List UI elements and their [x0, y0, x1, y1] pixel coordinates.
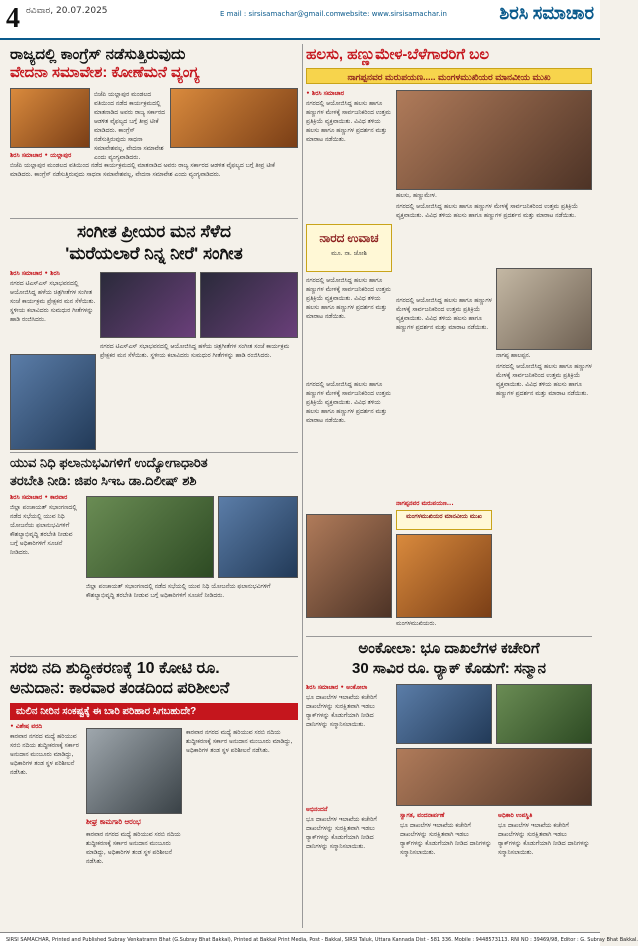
- subhead-nagappa-journey: ನಾಗಪ್ಪನವರ ಮರುಪಯಣ...: [396, 500, 454, 507]
- article-body-jackfruit: ನಗರದಲ್ಲಿ ಆಯೋಜಿಸಿದ್ದ ಹಲಸು ಹಾಗೂ ಹಣ್ಣುಗಳ ಮೇಳಕ್ಕೆ ಸಾರ್ವಜನಿಕರಿಂದ ಉತ್ತಮ ಪ್ರತಿಕ್ರಿಯೆ ವ್ಯಕ್ತವಾಯಿತು. ವಿವಿಧ ತಳಿಯ ಹಲಸು ಹಾಗೂ ಹಣ್ಣುಗಳ ಪ್ರದರ್ಶನ ಮತ್ತು ಮಾರಾಟ ನಡೆಯಿತು.: [306, 100, 391, 143]
- photo-music-stage: [100, 272, 196, 338]
- divider: [10, 452, 298, 453]
- column-author: ಮೂ. ನಾ. ಜೋಶಿ: [331, 250, 367, 257]
- article-body-music: ನಗರದ ಟಿಎಸ್ಎಸ್ ಸಭಾಭವನದಲ್ಲಿ ಆಯೋಜಿಸಿದ್ದ ಹಳೆಯ ಚಿತ್ರಗೀತೆಗಳ ಸಂಗೀತ ಸಂಜೆ ಕಾರ್ಯಕ್ರಮ ಪ್ರೇಕ್ಷಕರ ಮನ ಸೆಳೆಯಿತು. ಸ್ಥಳೀಯ ಕಲಾವಿದರು ಸುಮಧುರ ಗೀತೆಗಳನ್ನು ಹಾಡಿ ರಂಜಿಸಿದರು.: [10, 280, 96, 323]
- photo-jackfruit-fair: [396, 90, 592, 190]
- headline-ankola-2: 30 ಸಾವಿರ ರೂ. ರ್‍ಯಾಕ್ ಕೊಡುಗೆ: ಸನ್ಮಾನ: [352, 660, 546, 677]
- headline-congress-2: ವೇದನಾ ಸಮಾವೇಶ: ಕೋಣೆಮನೆ ವ್ಯಂಗ್ಯ: [10, 64, 200, 82]
- left-column: [10, 46, 298, 82]
- subhead-officials: ಅಧಿಕಾರಿ ಉಪಸ್ಥಿತಿ: [498, 812, 533, 819]
- headline-congress: ರಾಜ್ಯದಲ್ಲಿ ಕಾಂಗ್ರೆಸ್ ನಡೆಸುತ್ತಿರುವುದು: [10, 46, 186, 63]
- headline-sarabi-river: ಸರಬಿ ನದಿ ಶುದ್ಧೀಕರಣಕ್ಕೆ 10 ಕೋಟಿ ರೂ.: [10, 660, 220, 677]
- article-body-ankola-cont: ಭೂ ದಾಖಲೆಗಳ ಇಲಾಖೆಯ ಕಚೇರಿಗೆ ದಾಖಲೆಗಳನ್ನು ಸುರಕ್ಷಿತವಾಗಿ ಇಡಲು ರ್‍ಯಾಕ್‌ಗಳನ್ನು ಕೊಡುಗೆಯಾಗಿ ನೀಡಿದ ದಾನಿಗಳನ್ನು ಸನ್ಮಾನಿಸಲಾಯಿತು.: [306, 816, 377, 850]
- column-box-narada: [306, 224, 392, 272]
- article-body-ankola: ಭೂ ದಾಖಲೆಗಳ ಇಲಾಖೆಯ ಕಚೇರಿಗೆ ದಾಖಲೆಗಳನ್ನು ಸುರಕ್ಷಿತವಾಗಿ ಇಡಲು ರ್‍ಯಾಕ್‌ಗಳನ್ನು ಕೊಡುಗೆಯಾಗಿ ನೀಡಿದ ದಾನಿಗಳನ್ನು ಸನ್ಮಾನಿಸಲಾಯಿತು.: [306, 694, 377, 728]
- photo-yuva-nidhi-officials: [218, 496, 298, 578]
- caption-mangalamukhi: ಮಂಗಳಮುಖಿಯರು.: [396, 620, 437, 627]
- divider: [10, 656, 298, 657]
- article-body-sarabi-more: ಕಾರವಾರ ನಗರದ ಮಧ್ಯೆ ಹರಿಯುವ ಸರಬಿ ನದಿಯ ಶುದ್ಧೀಕರಣಕ್ಕೆ ಸರ್ಕಾರ ಅನುದಾನ ಮಂಜೂರು ಮಾಡಿದ್ದು, ಅಧಿಕಾರಿಗಳ ತಂಡ ಸ್ಥಳ ಪರಿಶೀಲನೆ ನಡೆಸಿತು.: [86, 831, 181, 865]
- column-rule: [302, 44, 303, 928]
- article-body-nagappa: ನಗರದಲ್ಲಿ ಆಯೋಜಿಸಿದ್ದ ಹಲಸು ಹಾಗೂ ಹಣ್ಣುಗಳ ಮೇಳಕ್ಕೆ ಸಾರ್ವಜನಿಕರಿಂದ ಉತ್ತಮ ಪ್ರತಿಕ್ರಿಯೆ ವ್ಯಕ್ತವಾಯಿತು. ವಿವಿಧ ತಳಿಯ ಹಲಸು ಹಾಗೂ ಹಣ್ಣುಗಳ ಪ್ರದರ್ಶನ ಮತ್ತು ಮಾರಾಟ ನಡೆಯಿತು.: [396, 297, 492, 331]
- article-body-yuva-nidhi-continued: ಜಿಲ್ಲಾ ಪಂಚಾಯತ್ ಸಭಾಂಗಣದಲ್ಲಿ ನಡೆದ ಸಭೆಯಲ್ಲಿ ಯುವ ನಿಧಿ ಯೋಜನೆಯ ಫಲಾನುಭವಿಗಳಿಗೆ ಕೌಶಲ್ಯಾಭಿವೃದ್ಧಿ ತರಬೇತಿ ನೀಡುವ ಬಗ್ಗೆ ಅಧಿಕಾರಿಗಳಿಗೆ ಸೂಚನೆ ನೀಡಿದರು.: [86, 583, 271, 599]
- column-banner: ನಾಗಪ್ಪನವರ ಮರುಪಯಣ..... ಮಂಗಳಮುಖಿಯರ ಮಾನವೀಯ ಮುಖ: [306, 68, 592, 84]
- website-address: website: www.sirsisamachar.in: [340, 10, 447, 18]
- photo-ankola-felicitation: [396, 684, 492, 744]
- photo-bjp-leaders: [10, 88, 90, 148]
- article-body-narada-left: ನಗರದಲ್ಲಿ ಆಯೋಜಿಸಿದ್ದ ಹಲಸು ಹಾಗೂ ಹಣ್ಣುಗಳ ಮೇಳಕ್ಕೆ ಸಾರ್ವಜನಿಕರಿಂದ ಉತ್ತಮ ಪ್ರತಿಕ್ರಿಯೆ ವ್ಯಕ್ತವಾಯಿತು. ವಿವಿಧ ತಳಿಯ ಹಲಸು ಹಾಗೂ ಹಣ್ಣುಗಳ ಪ್ರದರ್ಶನ ಮತ್ತು ಮಾರಾಟ ನಡೆಯಿತು.: [306, 277, 391, 320]
- page-number: 4: [6, 3, 20, 34]
- article-body-sarabi-continued: ಕಾರವಾರ ನಗರದ ಮಧ್ಯೆ ಹರಿಯುವ ಸರಬಿ ನದಿಯ ಶುದ್ಧೀಕರಣಕ್ಕೆ ಸರ್ಕಾರ ಅನುದಾನ ಮಂಜೂರು ಮಾಡಿದ್ದು, ಅಧಿಕಾರಿಗಳ ತಂಡ ಸ್ಥಳ ಪರಿಶೀಲನೆ ನಡೆಸಿತು.: [186, 729, 293, 754]
- email-address: E mail : sirsisamachar@gmail.com: [220, 10, 341, 18]
- byline-yuva-nidhi: ಶಿರಸಿ ಸಮಾಚಾರ • ಕಾರವಾರ: [10, 494, 68, 501]
- tagline-bar: ಮಲಿನ ನೀರಿನ ಸಂಕಷ್ಟಕ್ಕೆ ಈ ಬಾರಿ ಪರಿಹಾರ ಸಿಗಬಹುದೇ?: [10, 703, 298, 720]
- headline-sarabi-river-2: ಅನುದಾನ: ಕಾರವಾರ ತಂಡದಿಂದ ಪರಿಶೀಲನೆ: [10, 680, 230, 697]
- article-body-left-cont: ನಗರದಲ್ಲಿ ಆಯೋಜಿಸಿದ್ದ ಹಲಸು ಹಾಗೂ ಹಣ್ಣುಗಳ ಮೇಳಕ್ಕೆ ಸಾರ್ವಜನಿಕರಿಂದ ಉತ್ತಮ ಪ್ರತಿಕ್ರಿಯೆ ವ್ಯಕ್ತವಾಯಿತು. ವಿವಿಧ ತಳಿಯ ಹಲಸು ಹಾಗೂ ಹಣ್ಣುಗಳ ಪ್ರದರ್ಶನ ಮತ್ತು ಮಾರಾಟ ನಡೆಯಿತು.: [306, 381, 391, 424]
- article-body-yuva-nidhi: ಜಿಲ್ಲಾ ಪಂಚಾಯತ್ ಸಭಾಂಗಣದಲ್ಲಿ ನಡೆದ ಸಭೆಯಲ್ಲಿ ಯುವ ನಿಧಿ ಯೋಜನೆಯ ಫಲಾನುಭವಿಗಳಿಗೆ ಕೌಶಲ್ಯಾಭಿವೃದ್ಧಿ ತರಬೇತಿ ನೀಡುವ ಬಗ್ಗೆ ಅಧಿಕಾರಿಗಳಿಗೆ ಸೂಚನೆ ನೀಡಿದರು.: [10, 504, 77, 556]
- headline-music-2: 'ಮರೆಯಲಾರೆ ನಿನ್ನ ನೀರೆ' ಸಂಗೀತ: [65, 244, 243, 263]
- caption-nagappa: ನಾಗಪ್ಪ ಹಾಲಪ್ಪನ.: [496, 352, 531, 359]
- photo-sarabi-vehicle: [86, 728, 182, 814]
- column-label: ನಾರದ ಉವಾಚ: [319, 231, 379, 245]
- subhead-work-start: ಶೀಘ್ರ ಕಾಮಗಾರಿ ಆರಂಭ: [86, 818, 141, 826]
- issue-date: ರವಿವಾರ, 20.07.2025: [26, 6, 108, 16]
- photo-music-singers: [200, 272, 298, 338]
- photo-nagappa: [496, 268, 592, 350]
- subhead-box-mangalamukhi: ಮಂಗಳಮುಖಿಯರ ಮಾನವೀಯ ಮುಖ: [396, 510, 492, 530]
- headline-yuva-nidhi-2: ತರಬೇತಿ ನೀಡಿ: ಜಿಪಂ ಸಿಇಒ ಡಾ.ದಿಲೀಷ್ ಶಶಿ: [10, 473, 197, 488]
- photo-ankola-group: [396, 748, 592, 806]
- newspaper-brand: ಶಿರಸಿ ಸಮಾಚಾರ: [499, 3, 594, 23]
- byline-jackfruit: • ಶಿರಸಿ ಸಮಾಚಾರ: [306, 90, 345, 97]
- article-body-ankola-mid: ಭೂ ದಾಖಲೆಗಳ ಇಲಾಖೆಯ ಕಚೇರಿಗೆ ದಾಖಲೆಗಳನ್ನು ಸುರಕ್ಷಿತವಾಗಿ ಇಡಲು ರ್‍ಯಾಕ್‌ಗಳನ್ನು ಕೊಡುಗೆಯಾಗಿ ನೀಡಿದ ದಾನಿಗಳನ್ನು ಸನ್ಮಾನಿಸಲಾಯಿತು.: [400, 822, 492, 856]
- article-body-nagappa-right: ನಗರದಲ್ಲಿ ಆಯೋಜಿಸಿದ್ದ ಹಲಸು ಹಾಗೂ ಹಣ್ಣುಗಳ ಮೇಳಕ್ಕೆ ಸಾರ್ವಜನಿಕರಿಂದ ಉತ್ತಮ ಪ್ರತಿಕ್ರಿಯೆ ವ್ಯಕ್ತವಾಯಿತು. ವಿವಿಧ ತಳಿಯ ಹಲಸು ಹಾಗೂ ಹಣ್ಣುಗಳ ಪ್ರದರ್ಶನ ಮತ್ತು ಮಾರಾಟ ನಡೆಯಿತು.: [496, 363, 592, 397]
- headline-yuva-nidhi: ಯುವ ನಿಧಿ ಫಲಾನುಭವಿಗಳಿಗೆ ಉದ್ಯೋಗಾಧಾರಿತ: [10, 455, 208, 470]
- byline-congress: ಶಿರಸಿ ಸಮಾಚಾರ • ಯಲ್ಲಾಪುರ: [10, 152, 72, 159]
- photo-mangalamukhi-group: [306, 514, 392, 618]
- subhead-felicitation: ಅಭಿನಂದನೆ: [306, 806, 328, 813]
- byline-music: ಶಿರಸಿ ಸಮಾಚಾರ • ಶಿರಸಿ: [10, 270, 60, 277]
- photo-music-audience: [10, 354, 96, 450]
- article-body-sarabi: ಕಾರವಾರ ನಗರದ ಮಧ್ಯೆ ಹರಿಯುವ ಸರಬಿ ನದಿಯ ಶುದ್ಧೀಕರಣಕ್ಕೆ ಸರ್ಕಾರ ಅನುದಾನ ಮಂಜೂರು ಮಾಡಿದ್ದು, ಅಧಿಕಾರಿಗಳ ತಂಡ ಸ್ಥಳ ಪರಿಶೀಲನೆ ನಡೆಸಿತು.: [10, 733, 79, 776]
- photo-bjp-meeting: [170, 88, 298, 148]
- caption-jackfruit: ಹಲಸು, ಹಣ್ಣುಮೇಳ.: [396, 192, 437, 199]
- divider: [10, 218, 298, 219]
- article-body-music-continued: ನಗರದ ಟಿಎಸ್ಎಸ್ ಸಭಾಭವನದಲ್ಲಿ ಆಯೋಜಿಸಿದ್ದ ಹಳೆಯ ಚಿತ್ರಗೀತೆಗಳ ಸಂಗೀತ ಸಂಜೆ ಕಾರ್ಯಕ್ರಮ ಪ್ರೇಕ್ಷಕರ ಮನ ಸೆಳೆಯಿತು. ಸ್ಥಳೀಯ ಕಲಾವಿದರು ಸುಮಧುರ ಗೀತೆಗಳನ್ನು ಹಾಡಿ ರಂಜಿಸಿದರು.: [100, 343, 290, 359]
- headline-ankola: ಅಂಕೋಲಾ: ಭೂ ದಾಖಲೆಗಳ ಕಚೇರಿಗೆ: [358, 640, 540, 657]
- article-body-ankola-right: ಭೂ ದಾಖಲೆಗಳ ಇಲಾಖೆಯ ಕಚೇರಿಗೆ ದಾಖಲೆಗಳನ್ನು ಸುರಕ್ಷಿತವಾಗಿ ಇಡಲು ರ್‍ಯಾಕ್‌ಗಳನ್ನು ಕೊಡುಗೆಯಾಗಿ ನೀಡಿದ ದಾನಿಗಳನ್ನು ಸನ್ಮಾನಿಸಲಾಯಿತು.: [498, 822, 590, 856]
- headline-music: ಸಂಗೀತ ಪ್ರೀಯರ ಮನ ಸೆಳೆದ: [77, 222, 231, 241]
- article-body-congress: ಬಿಜೆಪಿ ಯಲ್ಲಾಪುರ ಮಂಡಲದ ವತಿಯಿಂದ ನಡೆದ ಕಾರ್ಯಕ್ರಮದಲ್ಲಿ ಮಾತನಾಡಿದ ಅವರು ರಾಜ್ಯ ಸರ್ಕಾರದ ಆಡಳಿತ ವೈಫಲ್ಯದ ಬಗ್ಗೆ ತೀವ್ರ ಟೀಕೆ ಮಾಡಿದರು. ಕಾಂಗ್ರೆಸ್ ನಡೆಸುತ್ತಿರುವುದು ಸಾಧನಾ ಸಮಾವೇಶವಲ್ಲ, ವೇದನಾ ಸಮಾವೇಶ ಎಂದು ವ್ಯಂಗ್ಯವಾಡಿದರು.: [10, 162, 275, 178]
- masthead: [0, 0, 600, 40]
- footer-imprint: SIRSI SAMACHAR, Printed and Published Subray Venkatramn Bhat (G.Subray Bhat Bakkal), Printed at Bakkal Print Media, Post - Bakkal, SIRSI Taluk, Uttara Kannada Dist - 581 336. Mobile : 9448573113. RNI NO : 39469/98, Editor : G. Subray Bhat Bakkal.: [0, 932, 600, 946]
- article-body-narada: ನಗರದಲ್ಲಿ ಆಯೋಜಿಸಿದ್ದ ಹಲಸು ಹಾಗೂ ಹಣ್ಣುಗಳ ಮೇಳಕ್ಕೆ ಸಾರ್ವಜನಿಕರಿಂದ ಉತ್ತಮ ಪ್ರತಿಕ್ರಿಯೆ ವ್ಯಕ್ತವಾಯಿತು. ವಿವಿಧ ತಳಿಯ ಹಲಸು ಹಾಗೂ ಹಣ್ಣುಗಳ ಪ್ರದರ್ಶನ ಮತ್ತು ಮಾರಾಟ ನಡೆಯಿತು.: [396, 203, 579, 219]
- subhead-welcome: ಸ್ವಾಗತ, ವಂದನಾರ್ಪಣೆ: [400, 812, 445, 819]
- photo-ankola-office: [496, 684, 592, 744]
- headline-jackfruit-fair: ಹಲಸು, ಹಣ್ಣುಮೇಳ-ಬೆಳೆಗಾರರಿಗೆ ಬಲ: [306, 46, 490, 63]
- photo-yuva-nidhi-meeting: [86, 496, 214, 578]
- photo-mangalamukhi: [396, 534, 492, 618]
- divider: [306, 636, 592, 637]
- byline-sarabi: • ವಿಶೇಷ ವರದಿ: [10, 723, 43, 730]
- byline-ankola: ಶಿರಸಿ ಸಮಾಚಾರ • ಅಂಕೋಲಾ: [306, 684, 368, 691]
- article-body-congress-intro: ಬಿಜೆಪಿ ಯಲ್ಲಾಪುರ ಮಂಡಲದ ವತಿಯಿಂದ ನಡೆದ ಕಾರ್ಯಕ್ರಮದಲ್ಲಿ ಮಾತನಾಡಿದ ಅವರು ರಾಜ್ಯ ಸರ್ಕಾರದ ಆಡಳಿತ ವೈಫಲ್ಯದ ಬಗ್ಗೆ ತೀವ್ರ ಟೀಕೆ ಮಾಡಿದರು. ಕಾಂಗ್ರೆಸ್ ನಡೆಸುತ್ತಿರುವುದು ಸಾಧನಾ ಸಮಾವೇಶವಲ್ಲ, ವೇದನಾ ಸಮಾವೇಶ ಎಂದು ವ್ಯಂಗ್ಯವಾಡಿದರು.: [94, 91, 166, 161]
